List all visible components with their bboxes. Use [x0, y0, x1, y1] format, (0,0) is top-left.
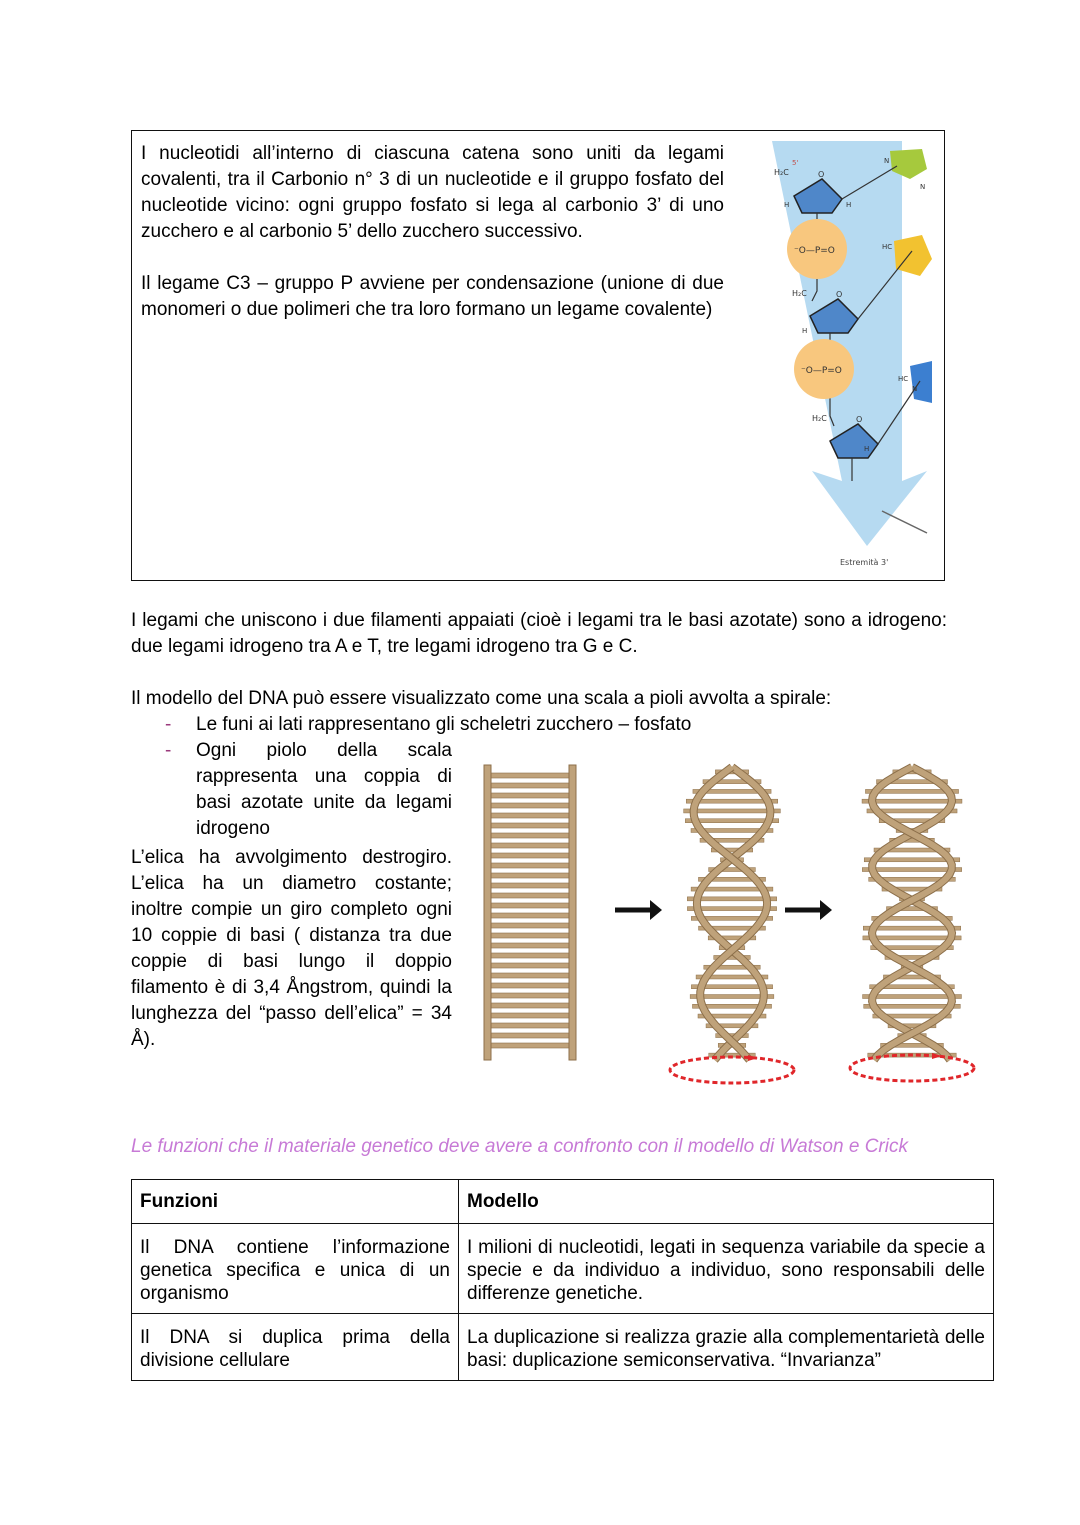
nucleotide-chain-figure [772, 141, 932, 571]
header-funzioni: Funzioni [132, 1180, 459, 1224]
straight-ladder [484, 765, 576, 1060]
functions-heading: Le funzioni che il materiale genetico deve avere a confronto con il modello di Watson e Crick [131, 1136, 908, 1157]
bullet-dash-1: - [165, 714, 172, 735]
bullet-2-line-2: rappresenta una coppia di [196, 766, 452, 787]
full-helix [862, 767, 962, 1060]
oxygen-label-3: O [856, 415, 863, 424]
phosphate-label-1: ⁻O—P=O [794, 246, 835, 256]
hc-label-2: HC [898, 375, 909, 383]
rotation-ellipse-1 [670, 1057, 794, 1083]
twist-arrow-1 [615, 900, 662, 920]
row-1-function: Il DNA contiene l’informazione genetica specifica e unica di un organismo [132, 1224, 459, 1314]
n-label-1: N [884, 157, 890, 165]
ladder-to-helix-figure [470, 755, 990, 1095]
row-1-model: I milioni di nucleotidi, legati in sequenza variabile da specie a specie e da individuo a individuo, sono responsabili delle differenze genetiche. [459, 1224, 994, 1314]
n-label-3: N [912, 385, 918, 393]
five-prime-label-1: 5' [792, 159, 799, 167]
nucleotide-bond-box [131, 130, 945, 581]
row-2-function: Il DNA si duplica prima della divisione cellulare [132, 1314, 459, 1381]
three-prime-end-caption: Estremità 3' [840, 558, 889, 567]
n-label-2: N [920, 183, 926, 191]
table-header-row [132, 1180, 994, 1224]
h-label-1: H [784, 201, 790, 209]
oxygen-label-2: O [836, 290, 843, 299]
h-label-3: H [802, 327, 808, 335]
table-row [132, 1224, 994, 1314]
box-text [141, 141, 724, 349]
rotation-ellipse-2 [850, 1055, 974, 1081]
twist-arrow-2 [785, 900, 832, 920]
phosphate-label-2: ⁻O—P=O [801, 366, 842, 376]
bullet-1-text: Le funi ai lati rappresentano gli scheletri zucchero – fosfato [196, 714, 692, 735]
bullet-2-line-1: Ogni piolo della scala [196, 740, 452, 761]
h-label-2: H [846, 201, 852, 209]
box-paragraph-2: Il legame C3 – gruppo P avviene per condensazione (unione di due monomeri o due polimeri che tra loro formano un legame covalente) [141, 273, 724, 320]
hc-label-1: HC [882, 243, 893, 251]
header-modello: Modello [459, 1180, 994, 1224]
h2c-label-1: H₂C [774, 168, 789, 177]
box-paragraph-1: I nucleotidi all’interno di ciascuna catena sono uniti da legami covalenti, tra il Carbonio n° 3 di un nucleotide e il gruppo fosfato del nucleotide vicino: ogni gruppo fosfato si lega al carbonio 3’ di uno zucchero e al carbonio 5’ dello zucchero successivo. [141, 143, 724, 242]
model-intro: Il modello del DNA può essere visualizzato come una scala a pioli avvolta a spirale: [131, 688, 832, 709]
functions-table [131, 1179, 994, 1381]
partial-helix [684, 767, 781, 1060]
h2c-label-2: H₂C [792, 289, 807, 298]
hydrogen-bonds-paragraph: I legami che uniscono i due filamenti appaiati (cioè i legami tra le basi azotate) sono a idrogeno: due legami idrogeno tra A e T, tre legami idrogeno tra G e C. [131, 610, 947, 657]
base-blue-shape [910, 361, 932, 403]
helix-description: L’elica ha avvolgimento destrogiro. L’elica ha un diametro costante; inoltre compie un giro completo ogni 10 coppie di basi ( distanza tra due coppie di basi lungo il doppio filamento è di 3,4 Ångstrom, quindi la lunghezza del “passo dell’elica” = 34 Å). [131, 847, 452, 1050]
bullet-dash-2: - [165, 740, 172, 761]
bullet-2-line-3: basi azotate unite da legami [196, 792, 452, 813]
oxygen-label-1: O [818, 170, 825, 179]
row-2-model: La duplicazione si realizza grazie alla complementarietà delle basi: duplicazione semiconservativa. “Invarianza” [459, 1314, 994, 1381]
table-row [132, 1314, 994, 1381]
base-yellow-shape [894, 235, 932, 276]
h2c-label-3: H₂C [812, 414, 827, 423]
h-label-4: H [864, 445, 870, 453]
bullet-2-line-4: idrogeno [196, 818, 270, 839]
